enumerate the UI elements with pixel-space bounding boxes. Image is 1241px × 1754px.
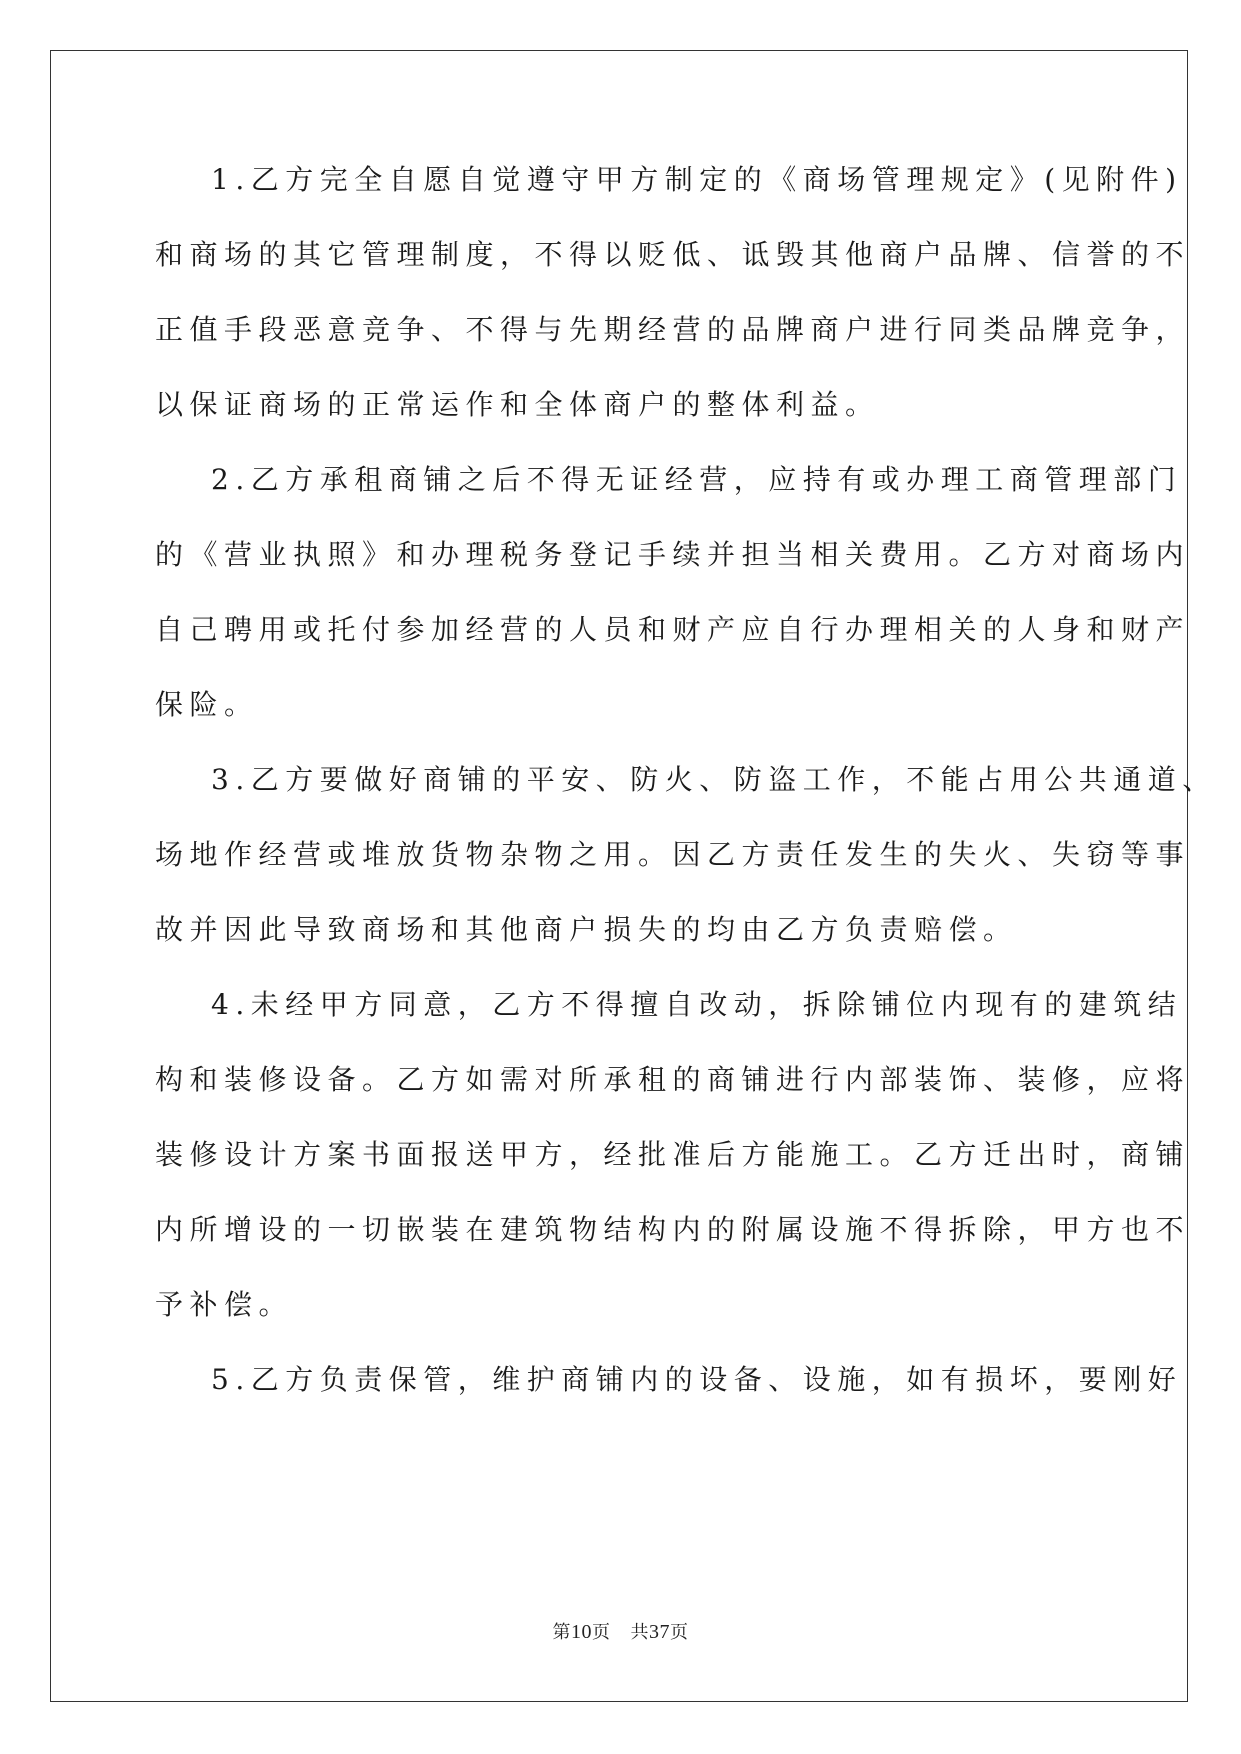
paragraph-line: 场地作经营或堆放货物杂物之用。因乙方责任发生的失火、失窃等事 — [155, 838, 1191, 871]
page-prefix: 第 — [552, 1622, 571, 1643]
paragraph-line: 构和装修设备。乙方如需对所承租的商铺进行内部装饰、装修，应将 — [155, 1063, 1191, 1096]
paragraph-line: 故并因此导致商场和其他商户损失的均由乙方负责赔偿。 — [155, 913, 1018, 946]
total-suffix: 页 — [670, 1622, 689, 1643]
page-border — [50, 50, 1191, 1702]
page-footer — [0, 1620, 1241, 1645]
paragraph-line: 予补偿。 — [155, 1288, 294, 1321]
paragraph-line: 5.乙方负责保管，维护商铺内的设备、设施，如有损坏，要刚好 — [211, 1363, 1183, 1396]
paragraph-line: 自己聘用或托付参加经营的人员和财产应自行办理相关的人身和财产 — [155, 613, 1191, 646]
paragraph-line: 保险。 — [155, 688, 259, 721]
paragraph-line: 装修设计方案书面报送甲方，经批准后方能施工。乙方迁出时，商铺 — [155, 1138, 1191, 1171]
paragraph-line: 3.乙方要做好商铺的平安、防火、防盗工作，不能占用公共通道、 — [211, 763, 1217, 796]
page-suffix: 页 — [592, 1622, 611, 1643]
total-pages: 37 — [649, 1621, 670, 1643]
page-number: 10 — [571, 1621, 592, 1643]
paragraph-line: 以保证商场的正常运作和全体商户的整体利益。 — [155, 388, 880, 421]
paragraph-line: 4.未经甲方同意，乙方不得擅自改动，拆除铺位内现有的建筑结 — [211, 988, 1183, 1021]
paragraph-line: 2.乙方承租商铺之后不得无证经营，应持有或办理工商管理部门 — [211, 463, 1183, 496]
paragraph-line: 和商场的其它管理制度，不得以贬低、诋毁其他商户品牌、信誉的不 — [155, 238, 1191, 271]
paragraph-line: 1.乙方完全自愿自觉遵守甲方制定的《商场管理规定》(见附件) — [211, 163, 1183, 196]
total-prefix: 共 — [630, 1622, 649, 1643]
paragraph-line: 正值手段恶意竞争、不得与先期经营的品牌商户进行同类品牌竞争， — [155, 313, 1191, 346]
paragraph-line: 内所增设的一切嵌装在建筑物结构内的附属设施不得拆除，甲方也不 — [155, 1213, 1191, 1246]
paragraph-line: 的《营业执照》和办理税务登记手续并担当相关费用。乙方对商场内 — [155, 538, 1191, 571]
